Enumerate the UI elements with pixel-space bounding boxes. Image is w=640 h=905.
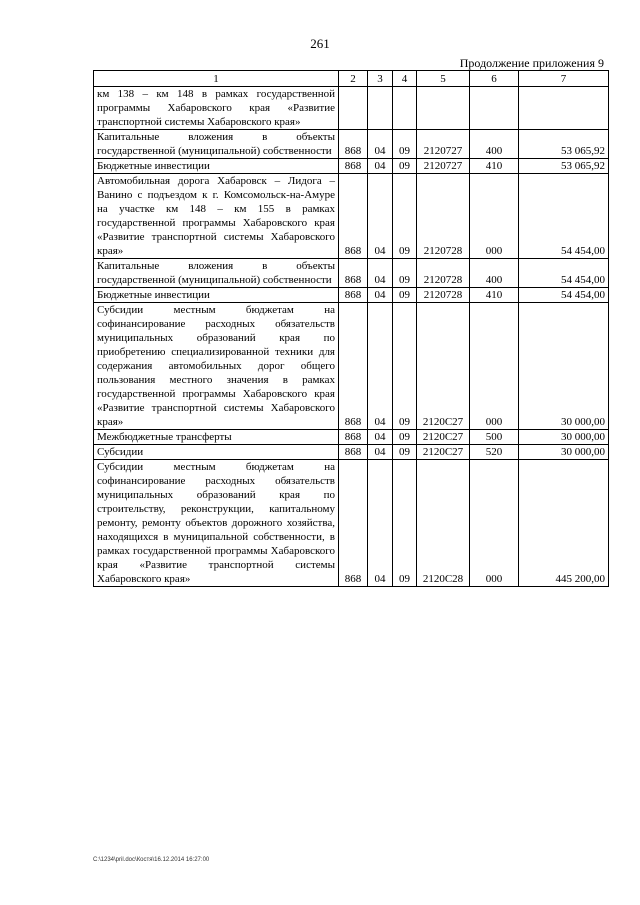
ministry-code: 868 [339,174,368,259]
column-header: 3 [368,71,393,87]
target-article-code: 2120728 [417,288,470,303]
subsection-code: 09 [393,430,417,445]
expense-name: Капитальные вложения в объекты государственной (муниципальной) собственности [94,130,339,159]
column-header: 2 [339,71,368,87]
amount: 54 454,00 [519,288,609,303]
target-article-code: 2120727 [417,130,470,159]
expense-name: Субсидии местным бюджетам на софинансирование расходных обязательств муниципальных образований края по приобретению специализированной техники для содержания автомобильных дорог общего пользования местного значения в рамках государственной программы Хабаровского края «Развитие транспортной системы Хабаровского края» [94,303,339,430]
amount: 30 000,00 [519,445,609,460]
header-row [94,71,609,87]
table-row [94,174,609,259]
expense-type-code: 520 [470,445,519,460]
expense-type-code [470,87,519,130]
subsection-code: 09 [393,174,417,259]
expense-type-code: 400 [470,259,519,288]
target-article-code: 2120С27 [417,445,470,460]
column-header: 4 [393,71,417,87]
expense-name: Бюджетные инвестиции [94,159,339,174]
target-article-code: 2120С27 [417,430,470,445]
table-row [94,87,609,130]
expense-name: Капитальные вложения в объекты государственной (муниципальной) собственности [94,259,339,288]
section-code: 04 [368,460,393,587]
table-row [94,259,609,288]
ministry-code: 868 [339,430,368,445]
subsection-code [393,87,417,130]
expense-name: Межбюджетные трансферты [94,430,339,445]
subsection-code: 09 [393,288,417,303]
section-code [368,87,393,130]
column-header: 6 [470,71,519,87]
ministry-code: 868 [339,303,368,430]
section-code: 04 [368,174,393,259]
subsection-code: 09 [393,130,417,159]
expense-name: Бюджетные инвестиции [94,288,339,303]
table-row [94,288,609,303]
column-header: 1 [94,71,339,87]
ministry-code: 868 [339,159,368,174]
ministry-code: 868 [339,130,368,159]
expense-type-code: 400 [470,130,519,159]
ministry-code: 868 [339,460,368,587]
table-row [94,460,609,587]
section-code: 04 [368,430,393,445]
table-row [94,445,609,460]
target-article-code: 2120С27 [417,303,470,430]
section-code: 04 [368,130,393,159]
target-article-code: 2120728 [417,259,470,288]
section-code: 04 [368,159,393,174]
ministry-code: 868 [339,259,368,288]
subsection-code: 09 [393,445,417,460]
expense-name: Автомобильная дорога Хабаровск – Лидога – Ванино с подъездом к г. Комсомольск-на-Амуре на участке км 148 – км 155 в рамках государственной программы Хабаровского края «Развитие транспортной системы Хабаровского края» [94,174,339,259]
column-header: 7 [519,71,609,87]
table-row [94,430,609,445]
expense-name: км 138 – км 148 в рамках государственной программы Хабаровского края «Развитие транспортной системы Хабаровского края» [94,87,339,130]
target-article-code: 2120727 [417,159,470,174]
file-path-footer: C:\1234\pril.doc\Костя\16.12.2014 16:27:00 [93,857,210,863]
amount: 53 065,92 [519,130,609,159]
table-row [94,303,609,430]
budget-table [93,70,609,587]
section-code: 04 [368,445,393,460]
table-row [94,159,609,174]
amount [519,87,609,130]
expense-name: Субсидии [94,445,339,460]
subsection-code: 09 [393,460,417,587]
amount: 54 454,00 [519,174,609,259]
amount: 445 200,00 [519,460,609,587]
amount: 30 000,00 [519,303,609,430]
column-header: 5 [417,71,470,87]
subsection-code: 09 [393,159,417,174]
ministry-code: 868 [339,445,368,460]
amount: 54 454,00 [519,259,609,288]
target-article-code: 2120728 [417,174,470,259]
section-code: 04 [368,303,393,430]
section-code: 04 [368,259,393,288]
target-article-code [417,87,470,130]
amount: 30 000,00 [519,430,609,445]
expense-type-code: 000 [470,460,519,587]
subsection-code: 09 [393,259,417,288]
amount: 53 065,92 [519,159,609,174]
expense-type-code: 410 [470,288,519,303]
expense-type-code: 500 [470,430,519,445]
subsection-code: 09 [393,303,417,430]
expense-name: Субсидии местным бюджетам на софинансирование расходных обязательств муниципальных образований края по строительству, реконструкции, капитальному ремонту, ремонту объектов дорожного хозяйства, находящихся в муниципальной собственности, в рамках государственной программы Хабаровского края «Развитие транспортной системы Хабаровского края» [94,460,339,587]
page-number: 261 [310,36,330,51]
expense-type-code: 410 [470,159,519,174]
ministry-code: 868 [339,288,368,303]
expense-type-code: 000 [470,174,519,259]
table-row [94,130,609,159]
expense-type-code: 000 [470,303,519,430]
section-code: 04 [368,288,393,303]
ministry-code [339,87,368,130]
target-article-code: 2120С28 [417,460,470,587]
continuation-label: Продолжение приложения 9 [459,56,604,70]
